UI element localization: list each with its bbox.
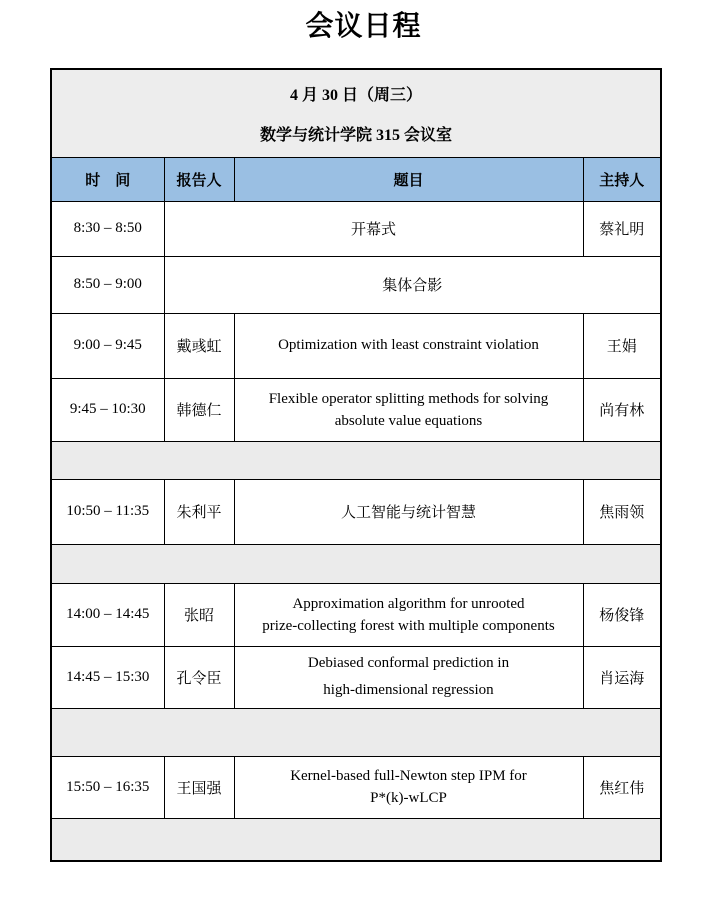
page-title: 会议日程 [305, 11, 422, 42]
column-header-speaker: 报告人 [164, 157, 234, 201]
break-row [51, 708, 661, 756]
time-cell: 15:50 – 16:35 [51, 756, 164, 818]
topic-line: Kernel-based full-Newton step IPM for [290, 768, 527, 784]
chair-cell: 焦雨领 [583, 479, 661, 544]
chair-cell: 王娟 [583, 313, 661, 378]
table-row [51, 646, 661, 708]
time-cell: 14:45 – 15:30 [51, 646, 164, 708]
table-row [51, 201, 661, 256]
table-row [51, 756, 661, 818]
session-header-cell [51, 69, 661, 157]
topic-cell [234, 378, 583, 441]
session-header-row [51, 69, 661, 157]
break-row [51, 544, 661, 583]
time-cell: 9:00 – 9:45 [51, 313, 164, 378]
topic-cell [234, 756, 583, 818]
table-row [51, 479, 661, 544]
speaker-cell: 戴彧虹 [164, 313, 234, 378]
table-row [51, 378, 661, 441]
table-row [51, 256, 661, 313]
chair-cell: 杨俊锋 [583, 583, 661, 646]
topic-cell: 人工智能与统计智慧 [234, 479, 583, 544]
time-cell: 10:50 – 11:35 [51, 479, 164, 544]
column-header-time: 时 间 [51, 157, 164, 201]
schedule-table [50, 68, 662, 862]
time-cell: 9:45 – 10:30 [51, 378, 164, 441]
break-row [51, 818, 661, 861]
topic-line: absolute value equations [334, 412, 483, 429]
column-header-row [51, 157, 661, 201]
speaker-cell: 张昭 [164, 583, 234, 646]
topic-line: Debiased conformal prediction in [307, 655, 510, 671]
chair-cell: 肖运海 [583, 646, 661, 708]
topic-line: high-dimensional regression [323, 682, 494, 698]
speaker-cell: 孔令臣 [164, 646, 234, 708]
break-cell [51, 818, 661, 861]
topic-cell: 集体合影 [164, 256, 661, 313]
time-cell: 8:50 – 9:00 [51, 256, 164, 313]
column-header-topic: 题目 [234, 157, 583, 201]
topic-line: prize-collecting forest with multiple components [262, 617, 555, 634]
table-row [51, 583, 661, 646]
speaker-cell: 王国强 [164, 756, 234, 818]
speaker-cell: 朱利平 [164, 479, 234, 544]
topic-line: P*(k)-wLCP [370, 790, 447, 806]
time-cell: 8:30 – 8:50 [51, 201, 164, 256]
column-header-chair: 主持人 [583, 157, 661, 201]
chair-cell: 蔡礼明 [583, 201, 661, 256]
topic-cell [234, 646, 583, 708]
session-date: 4 月 30 日（周三） [290, 86, 423, 104]
chair-cell: 尚有林 [583, 378, 661, 441]
topic-cell: 开幕式 [164, 201, 583, 256]
break-cell [51, 441, 661, 479]
topic-line: Flexible operator splitting methods for solving [268, 390, 549, 407]
chair-cell: 焦红伟 [583, 756, 661, 818]
speaker-cell: 韩德仁 [164, 378, 234, 441]
topic-cell [234, 583, 583, 646]
session-venue: 数学与统计学院 315 会议室 [260, 126, 453, 144]
table-row [51, 313, 661, 378]
break-row [51, 441, 661, 479]
break-cell [51, 708, 661, 756]
topic-line: Approximation algorithm for unrooted [292, 595, 525, 612]
break-cell [51, 544, 661, 583]
topic-cell: Optimization with least constraint violation [234, 313, 583, 378]
time-cell: 14:00 – 14:45 [51, 583, 164, 646]
